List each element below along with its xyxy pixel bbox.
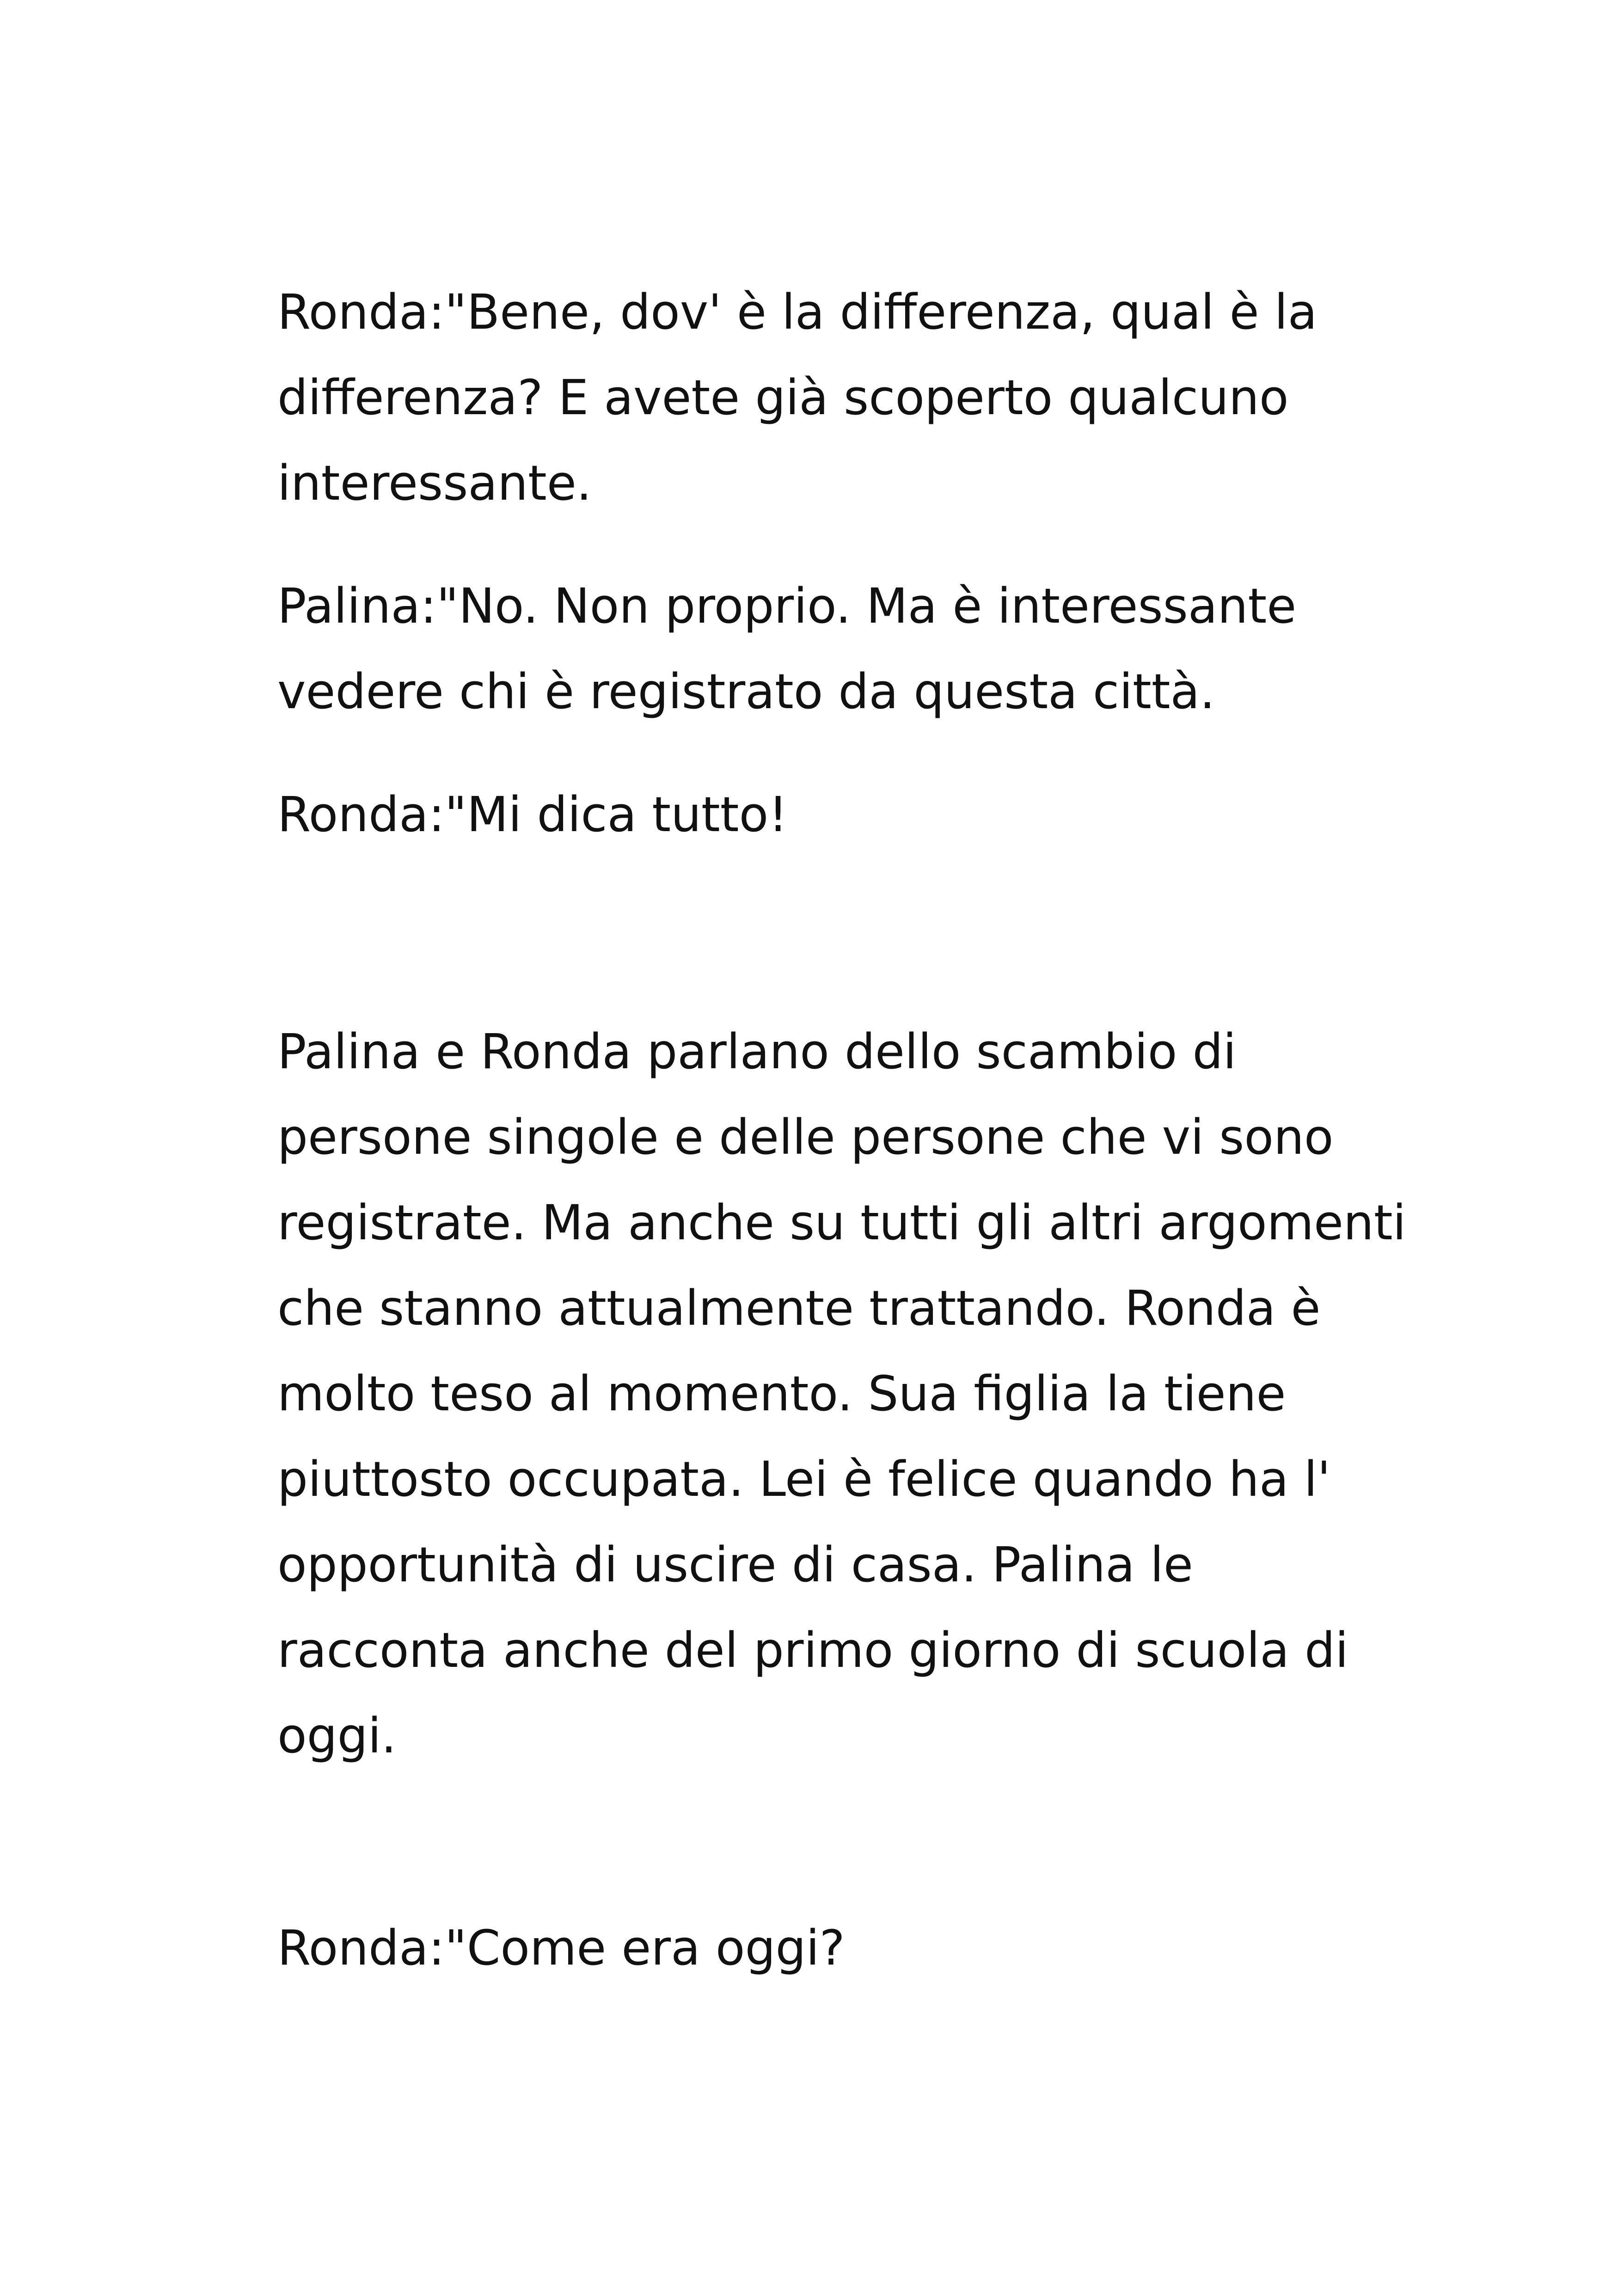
- dialogue-paragraph-ronda-3: [277, 1905, 1341, 1991]
- text-line: Palina:"No. Non proprio. Ma è interessante: [277, 578, 1297, 634]
- text-line: persone singole e delle persone che vi sono: [277, 1109, 1334, 1165]
- text-line: differenza? E avete già scoperto qualcuno: [277, 369, 1289, 426]
- text-line: interessante.: [277, 455, 592, 511]
- text-line: opportunità di uscire di casa. Palina le: [277, 1537, 1193, 1593]
- paragraph-text: [277, 563, 1341, 735]
- text-line: racconta anche del primo giorno di scuola di: [277, 1622, 1348, 1678]
- dialogue-paragraph-ronda-2: [277, 772, 1341, 857]
- text-line: molto teso al momento. Sua figlia la tiene: [277, 1365, 1286, 1422]
- paragraph-text: [277, 1905, 1341, 1991]
- text-line: Ronda:"Come era oggi?: [277, 1920, 845, 1976]
- text-line: Ronda:"Bene, dov' è la differenza, qual è la: [277, 284, 1318, 340]
- dialogue-paragraph-palina-1: [277, 563, 1341, 735]
- paragraph-text: [277, 269, 1341, 526]
- text-line: che stanno attualmente trattando. Ronda è: [277, 1280, 1321, 1336]
- dialogue-paragraph-ronda-1: [277, 269, 1341, 526]
- text-line: Ronda:"Mi dica tutto!: [277, 786, 788, 843]
- text-line: registrate. Ma anche su tutti gli altri argomenti: [277, 1194, 1406, 1251]
- text-line: vedere chi è registrato da questa città.: [277, 663, 1215, 720]
- narrative-paragraph: [277, 1009, 1406, 1779]
- text-line: piuttosto occupata. Lei è felice quando ha l': [277, 1451, 1331, 1507]
- paragraph-text: [277, 1009, 1406, 1779]
- text-line: Palina e Ronda parlano dello scambio di: [277, 1023, 1237, 1080]
- paragraph-text: [277, 772, 1341, 857]
- text-line: oggi.: [277, 1708, 397, 1764]
